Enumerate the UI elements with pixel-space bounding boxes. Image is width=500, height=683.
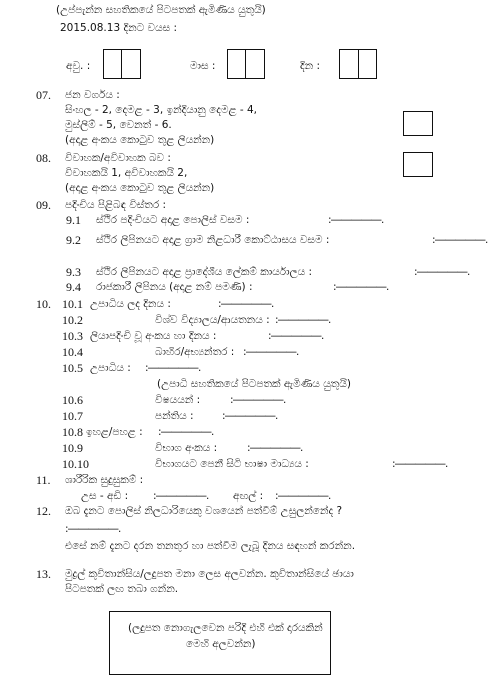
degree-cert-note: (උපාධි සහතිකයේ පිටපතක් ඇමිණිය යුතුයි) bbox=[157, 378, 351, 390]
item-10-9-label: විභාග අංකය : bbox=[155, 442, 218, 454]
section-11-number: 11. bbox=[36, 473, 51, 487]
paste-box-line2: මෙහි අලවන්න) bbox=[186, 638, 256, 650]
ethnicity-title: ජන වර්ගය : bbox=[65, 89, 120, 101]
years-box-divider bbox=[121, 49, 122, 79]
item-10-3-label: ලියාපදිංචි වූ අංකය හා දිනය : bbox=[90, 330, 217, 342]
item-10-7-label: පන්තිය : bbox=[155, 410, 194, 422]
item-10-10-number: 10.10 bbox=[62, 457, 89, 471]
days-box-divider bbox=[358, 49, 359, 79]
police-officer-answer-blank[interactable]: :―――――. bbox=[65, 523, 121, 535]
marital-status-box[interactable] bbox=[403, 152, 433, 177]
item-9-1-number: 9.1 bbox=[66, 213, 81, 227]
months-label: මාස : bbox=[190, 60, 216, 72]
birth-cert-note: (උප්පැන්න සහතිකයේ පිටපතක් ඇමිණිය යුතුයි) bbox=[56, 4, 266, 16]
years-label: අවු. : bbox=[66, 60, 91, 72]
ethnicity-options-line1: සිංහල - 2, දෙමළ - 3, ඉන්දියානු දෙමළ - 4, bbox=[65, 104, 257, 116]
item-10-3-number: 10.3 bbox=[62, 329, 83, 343]
item-9-4-number: 9.4 bbox=[66, 280, 81, 294]
item-10-8-number: 10.8 bbox=[62, 425, 83, 439]
marital-status-title: විවාහක/අවිවාහක බව : bbox=[65, 152, 171, 164]
months-box-divider bbox=[245, 49, 246, 79]
ethnicity-box[interactable] bbox=[403, 111, 433, 136]
days-label: දින : bbox=[300, 60, 321, 72]
item-10-10-blank[interactable]: :―――――. bbox=[392, 458, 448, 470]
section-09-number: 09. bbox=[36, 198, 51, 212]
section-08-number: 08. bbox=[36, 151, 51, 165]
item-10-6-blank[interactable]: :―――――. bbox=[230, 394, 286, 406]
item-10-4-label: බාහිර/අභ්‍යන්තර : bbox=[155, 346, 235, 358]
item-9-2-blank[interactable]: :―――――. bbox=[432, 234, 488, 246]
item-9-2-number: 9.2 bbox=[66, 233, 81, 247]
item-9-1-blank[interactable]: :―――――. bbox=[328, 214, 384, 226]
height-inches-blank[interactable]: :―――――. bbox=[275, 490, 331, 502]
section-13-number: 13. bbox=[36, 567, 51, 581]
item-10-8-label: ඉහළ/පහළ : bbox=[86, 426, 143, 438]
height-feet-blank[interactable]: :―――――. bbox=[153, 490, 209, 502]
section-07-number: 07. bbox=[36, 88, 51, 102]
item-10-8-blank[interactable]: :―――――. bbox=[158, 426, 214, 438]
item-10-10-label: විභාගයට පෙනී සිටි භාෂා මාධ්‍යය : bbox=[155, 458, 309, 470]
item-10-4-number: 10.4 bbox=[62, 345, 83, 359]
ethnicity-options-line2: මුස්ලිම් - 5, වෙනත් - 6. bbox=[65, 119, 172, 131]
item-10-3-blank[interactable]: :―――――. bbox=[268, 330, 324, 342]
item-10-6-number: 10.6 bbox=[62, 393, 83, 407]
item-10-2-blank[interactable]: :―――――. bbox=[275, 314, 331, 326]
item-10-5-label: උපාධිය : bbox=[90, 362, 131, 374]
item-10-1-blank[interactable]: :―――――. bbox=[218, 298, 274, 310]
item-9-1-label: ස්ථිර පදිංචියට අදාළ පොලිස් වසම : bbox=[96, 214, 250, 226]
height-feet-label: උස - අඩි : bbox=[81, 490, 129, 502]
item-10-6-label: විෂයයන් : bbox=[155, 394, 201, 406]
current-post-instruction: එසේ නම් දැනට දරන තනතුර හා පත්වීම ලැබූ දිනය සඳහන් කරන්න. bbox=[65, 540, 356, 552]
item-10-7-blank[interactable]: :―――――. bbox=[222, 410, 278, 422]
physical-qualifications-title: ශාරීරික සුදුසුකම් : bbox=[65, 474, 144, 486]
section-12-number: 12. bbox=[36, 504, 51, 518]
item-10-1-number: 10.1 bbox=[62, 297, 83, 311]
item-10-5-number: 10.5 bbox=[62, 361, 83, 375]
item-9-3-blank[interactable]: :―――――. bbox=[414, 266, 470, 278]
item-10-4-blank[interactable]: :―――――. bbox=[243, 346, 299, 358]
item-10-7-number: 10.7 bbox=[62, 409, 83, 423]
item-10-5-blank[interactable]: :―――――. bbox=[145, 362, 201, 374]
paste-box-line1: (ලදුපත නොගැලවෙන පරිදි එහි එක් දාරයකින් bbox=[128, 622, 323, 634]
item-10-9-number: 10.9 bbox=[62, 441, 83, 455]
item-9-3-number: 9.3 bbox=[66, 265, 81, 279]
item-10-2-number: 10.2 bbox=[62, 313, 83, 327]
item-9-3-label: ස්ථිර ලිපිනයට අදාළ ප්‍රාදේශීය ලේකම් කාර්යාලය : bbox=[96, 266, 313, 278]
police-officer-question: ඔබ දැනට පොලිස් නිලධාරියෙකු වශයෙන් පත්වීම් උසුලන්නේද ? bbox=[65, 505, 343, 517]
receipt-instruction-line2: පිටපතක් ලඟ තබා ගන්න. bbox=[65, 583, 179, 595]
item-10-2-label: විශ්ව විද්‍යාලය/ආයතනය : bbox=[155, 314, 270, 326]
ethnicity-instruction: (අදාළ අංකය කොටුව තුළ ලියන්න) bbox=[65, 134, 215, 146]
receipt-instruction-line1: මුද්‍රල් කුවිතාන්සිය/ලදුපත මනා ලෙස අලවන්න. කුවිතාන්සියේ ඡායා bbox=[65, 568, 354, 580]
marital-status-instruction: (අදාළ අංකය කොටුව තුළ ලියන්න) bbox=[65, 182, 215, 194]
item-9-4-blank[interactable]: :―――――. bbox=[333, 281, 389, 293]
height-inches-label: අඟල් : bbox=[233, 490, 264, 502]
item-10-1-label: උපාධිය ලද දිනය : bbox=[90, 298, 171, 310]
age-as-of-label: 2015.08.13 දිනට වයස : bbox=[60, 22, 178, 34]
item-9-2-label: ස්ථිර ලිපිනයට අදාළ ග්‍රාම නිළධාරී කොට්ඨාසය වසම : bbox=[96, 234, 330, 246]
marital-status-options: විවාහකයි 1, අවිවාහකයි 2, bbox=[65, 167, 188, 179]
section-10-number: 10. bbox=[36, 297, 51, 311]
item-9-4-label: රාජකාරී ලිපිනය (අදාළ නම් පමණි) : bbox=[96, 281, 253, 293]
residence-title: පදිංචිය පිළිබඳ විස්තර : bbox=[65, 199, 167, 211]
item-10-9-blank[interactable]: :―――――. bbox=[247, 442, 303, 454]
